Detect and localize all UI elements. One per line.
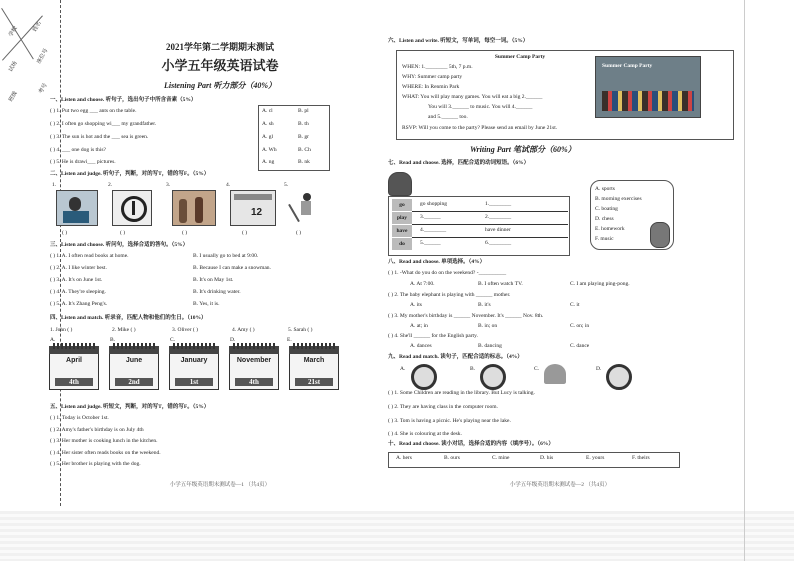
s2-num: 1. [52, 182, 57, 188]
table-rule [412, 211, 568, 212]
s10-option: E. yours [586, 455, 605, 461]
s8-heading: 八、Read and choose. 单项选择。（4%） [388, 259, 486, 265]
s2-blank: ( ) [120, 230, 126, 236]
s9-letter: D. [596, 366, 602, 372]
verb-cell: 6.________ [485, 240, 512, 246]
s1-opt-a: A. sh [262, 121, 274, 127]
s3-item-b: B. Because I can make a snowman. [193, 265, 271, 271]
no-eating-sign-icon [606, 364, 632, 390]
scan-noise-band [0, 511, 794, 561]
s1-item: ( ) 4. ___ one dog is this? [50, 147, 106, 153]
s9-item: ( ) 2. They are having class in the computer room. [388, 404, 498, 410]
s10-heading: 十、Read and choose. 读小对话，选择合适的内容（填序号）。（6%） [388, 441, 554, 447]
card-line-what3: and 5.______ too. [428, 114, 468, 120]
s10-option: D. his [540, 455, 554, 461]
s8-answer: C. dance [570, 343, 590, 349]
s5-item: ( ) 1. Today is October 1st. [50, 415, 109, 421]
image-person-computer [56, 190, 98, 226]
s5-heading: 五、Listen and judge. 听短文，判断，对的写T，错的写F。（5%） [50, 404, 210, 410]
calendar-card [169, 346, 219, 390]
listening-heading: Listening Part 听力部分（40%） [163, 81, 276, 90]
image-calendar-12: 12 [230, 190, 276, 226]
s3-item-a: ( ) 4. A. They're sleeping. [50, 289, 106, 295]
verb-have: have [392, 225, 412, 237]
right-footer: 小学五年级英语期末测试卷—2 （共4页） [509, 482, 611, 488]
verb-cell: have dinner [485, 227, 511, 233]
photo-summer-camp [595, 56, 701, 118]
s7-option: F. music [595, 236, 614, 242]
s8-question: ( ) 4. She'll ______ for the English party. [388, 333, 478, 339]
s8-answer: B. in; on [478, 323, 498, 329]
s1-opt-a: A. gl [262, 134, 273, 140]
s2-blank: ( ) [62, 230, 68, 236]
s1-heading: 一、Listen and choose. 听句子，选出句子中所含音素（5%） [50, 97, 197, 103]
s4-letter: B. [110, 337, 116, 343]
card-line-when: WHEN: 1.________ 5th, 7 p.m. [402, 64, 473, 70]
s8-answer: B. dancing [478, 343, 502, 349]
exam-title: 2021学年第二学期期末测试 [165, 42, 274, 52]
image-no-entry-sign [112, 190, 152, 226]
s9-item: ( ) 1. Some Children are reading in the library. But Lucy is talking. [388, 390, 535, 396]
s1-opt-b: B. pl [298, 108, 309, 114]
calendar-month: June [125, 357, 143, 364]
side-label-seat: 座位号 [36, 47, 50, 65]
s8-answer: C. on; in [570, 323, 590, 329]
s9-letter: B. [470, 366, 476, 372]
calendar-month: November [236, 357, 272, 364]
image-people-gym [172, 190, 216, 226]
calendar-month: April [66, 357, 82, 364]
page-edge [744, 0, 745, 561]
s1-opt-a: A. ng [262, 159, 275, 165]
calendar-month: March [303, 357, 325, 364]
verb-cell: 1.________ [485, 201, 512, 207]
s8-answer: A. dances [410, 343, 432, 349]
s2-blank: ( ) [242, 230, 248, 236]
s8-question: ( ) 2. The baby elephant is playing with ______ mother. [388, 292, 511, 298]
verb-go: go [392, 199, 412, 211]
s2-blank: ( ) [182, 230, 188, 236]
s4-letter: C. [170, 337, 176, 343]
s7-heading: 七、Read and choose. 选择，匹配合适的动词短语。（6%） [388, 160, 530, 166]
s4-person: 5. Sarah ( ) [288, 327, 313, 333]
s5-item: ( ) 2. Amy's father's birthday is on July 4th [50, 427, 144, 433]
calendar-day: 4th [235, 378, 273, 386]
s7-option: E. homework [595, 226, 625, 232]
s5-item: ( ) 5. Her brother is playing with the dog. [50, 461, 141, 467]
left-footer: 小学五年级英语期末测试卷—1 （共4页） [169, 482, 271, 488]
s10-option: A. hers [396, 455, 412, 461]
s9-letter: A. [400, 366, 406, 372]
s2-blank: ( ) [296, 230, 302, 236]
s1-item: ( ) 1. Put two egg ___ ants on the table. [50, 108, 137, 114]
s2-num: 5. [284, 182, 289, 188]
calendar-day: 1st [175, 378, 213, 386]
s4-person: 1. John ( ) [50, 327, 73, 333]
s10-option: F. theirs [632, 455, 650, 461]
s1-opt-b: B. nk [298, 159, 310, 165]
card-line-what: WHAT: You will play many games. You will eat a big 2.______ [402, 94, 543, 100]
s8-answer: A. at; in [410, 323, 428, 329]
s4-person: 3. Oliver ( ) [172, 327, 198, 333]
s5-item: ( ) 3. Her mother is cooking lunch in the kitchen. [50, 438, 158, 444]
s8-answer: A. At 7:00. [410, 281, 435, 287]
diag-line-2 [2, 15, 43, 60]
s7-option: C. boating [595, 206, 618, 212]
s4-letter: A. [50, 337, 56, 343]
card-title: Summer Camp Party [494, 54, 546, 60]
calendar-month: January [180, 357, 208, 364]
verb-cell: 3.______ [420, 214, 441, 220]
card-line-where: WHERE: In Renmin Park [402, 84, 460, 90]
side-label-name: 姓名 [32, 20, 43, 33]
no-swimming-sign-icon [480, 364, 506, 390]
calendar-day: 2nd [115, 378, 153, 386]
card-line-rsvp: RSVP: Will you come to the party? Please send an email by June 21st. [402, 125, 558, 131]
s7-option: A. sports [595, 186, 615, 192]
s2-num: 3. [166, 182, 171, 188]
table-rule [412, 224, 568, 225]
s3-item-a: ( ) 5. A. It's Zhang Peng's. [50, 301, 108, 307]
s1-opt-b: B. gr [298, 134, 309, 140]
table-rule [412, 237, 568, 238]
s1-opt-b: B. th [298, 121, 309, 127]
s8-answer: C. it [570, 302, 580, 308]
monkey-cartoon [388, 172, 412, 196]
s5-item: ( ) 4. Her sister often reads books on the weekend. [50, 450, 161, 456]
exam-subtitle: 小学五年级英语试卷 [161, 58, 279, 73]
s10-option: B. ours [444, 455, 460, 461]
s3-item-b: B. It's drinking water. [193, 289, 241, 295]
side-label-class: 班级 [8, 90, 19, 103]
s2-num: 2. [108, 182, 113, 188]
s3-item-a: ( ) 2. A. I like winter best. [50, 265, 107, 271]
s7-option: B. morning exercises [595, 196, 642, 202]
card-line-why: WHY: Summer camp party [402, 74, 463, 80]
s9-heading: 九、Read and match. 读句子，匹配合适的标志。（4%） [388, 354, 523, 360]
s8-question: ( ) 1. -What do you do on the weekend? -__________ [388, 270, 507, 276]
calendar-card [109, 346, 159, 390]
s9-item: ( ) 3. Tom is having a picnic. He's playing near the lake. [388, 418, 511, 424]
s4-heading: 四、Listen and match. 听录音，匹配人物和他们的生日。（10%） [50, 315, 207, 321]
s4-letter: E. [287, 337, 292, 343]
verb-play: play [392, 212, 412, 224]
s8-answer: B. I often watch TV. [478, 281, 523, 287]
tree-icon [544, 364, 566, 384]
calendar-day: 21st [295, 378, 333, 386]
verb-cell: 4.________ [420, 227, 447, 233]
s6-heading: 六、Listen and write. 听短文，写单词，每空一词。（5%） [388, 38, 529, 44]
calendar-card [229, 346, 279, 390]
s9-item: ( ) 4. She is colouring at the desk. [388, 431, 462, 437]
s1-opt-b: B. Ch [298, 147, 311, 153]
no-talking-sign-icon [411, 364, 437, 390]
verb-table [388, 196, 570, 256]
side-label-room: 试场 [8, 60, 19, 73]
verb-cell: go shopping [420, 201, 448, 207]
verb-cell: 5.______ [420, 240, 441, 246]
diag-line-1 [1, 8, 34, 59]
verb-do: do [392, 238, 412, 250]
s3-item-b: B. It's on May 1st. [193, 277, 234, 283]
side-label-id: 考号 [38, 82, 49, 95]
writing-heading: Writing Part 笔试部分（60%） [470, 145, 576, 154]
card-line-what2: You will 3.______ to music. You will 4.______ [428, 104, 533, 110]
s8-answer: B. it's [478, 302, 491, 308]
s2-heading: 二、Listen and judge. 听句子，判断，对的写T，错的写F。（5%） [50, 171, 210, 177]
s10-option: C. mine [492, 455, 510, 461]
verb-cell: 2.________ [485, 214, 512, 220]
s1-opt-a: A. Wh [262, 147, 277, 153]
s2-num: 4. [226, 182, 231, 188]
calendar-card [49, 346, 99, 390]
s7-option: D. chess [595, 216, 614, 222]
s9-letter: C. [534, 366, 540, 372]
s1-opt-a: A. cl [262, 108, 273, 114]
s3-item-a: ( ) 1. A. I often read books at home. [50, 253, 129, 259]
s3-heading: 三、Listen and choose. 听问句，选择合适的答句。（5%） [50, 242, 189, 248]
calendar-card [289, 346, 339, 390]
s3-item-b: B. Yes, it is. [193, 301, 220, 307]
s8-answer: C. I am playing ping-pong. [570, 281, 630, 287]
s4-letter: D. [230, 337, 236, 343]
s4-person: 2. Mike ( ) [112, 327, 136, 333]
s1-item: ( ) 5. He is drawi___ pictures. [50, 159, 116, 165]
calendar-day: 4th [55, 378, 93, 386]
side-label-school: 学校 [8, 25, 19, 38]
s3-item-b: B. I usually go to bed at 9:00. [193, 253, 259, 259]
image-person-sweeping [288, 190, 326, 226]
s8-answer: A. its [410, 302, 422, 308]
s1-item: ( ) 3. The sun is hot and the ___ sea is green. [50, 134, 149, 140]
squirrel-cartoon [650, 222, 670, 248]
photo-caption: Summer Camp Party [602, 63, 653, 69]
s1-item: ( ) 2. I often go shopping wi___ my grandfather. [50, 121, 157, 127]
s8-question: ( ) 3. My mother's birthday is ______ November. It's ______ Nov. 8th. [388, 313, 544, 319]
s4-person: 4. Amy ( ) [232, 327, 255, 333]
s3-item-a: ( ) 3. A. It's on June 1st. [50, 277, 103, 283]
